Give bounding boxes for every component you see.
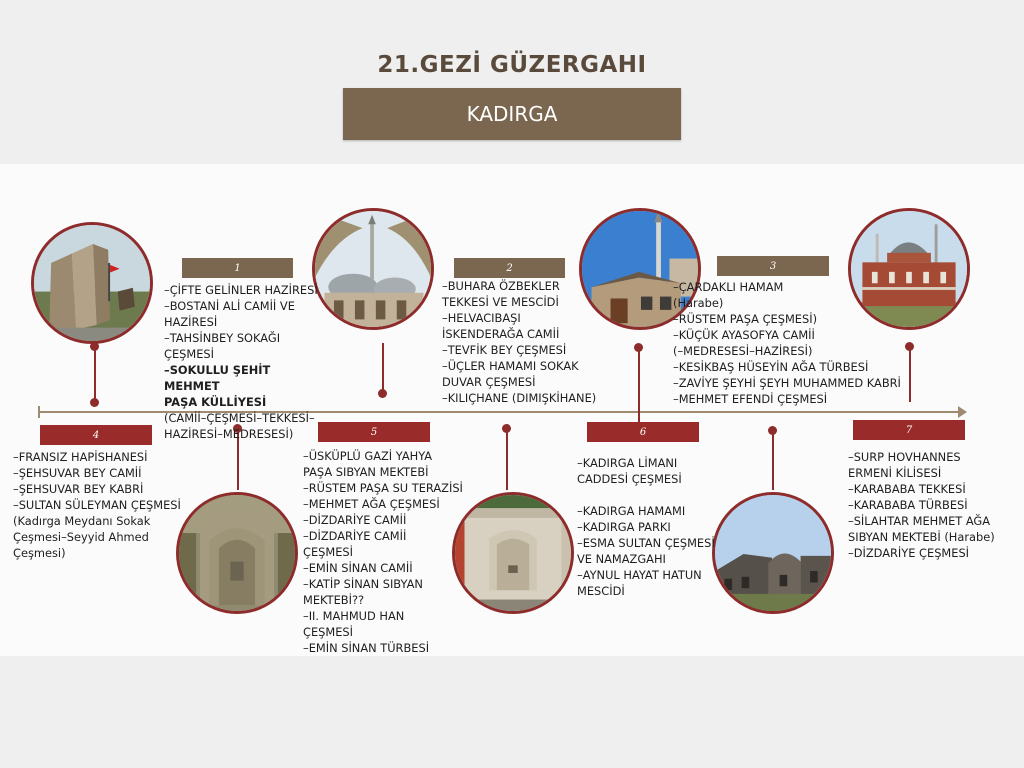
stop-4-places xyxy=(13,449,188,561)
place-item: –MEHMET EFENDİ ÇEŞMESİ xyxy=(673,392,828,406)
page-title: 21.GEZİ GÜZERGAHI xyxy=(377,52,647,78)
place-item: İSKENDERAĞA CAMİİ xyxy=(442,327,560,341)
timeline-arrow-icon xyxy=(958,406,967,418)
place-item: DUVAR ÇEŞMESİ xyxy=(442,375,536,389)
place-item: –AYNUL HAYAT HATUN xyxy=(577,568,702,582)
place-item: –KARABABA TEKKESİ xyxy=(848,482,966,496)
place-item: –KADIRGA PARKI xyxy=(577,520,671,534)
place-item: –DİZDARİYE ÇEŞMESİ xyxy=(848,546,970,560)
fountain-niche-photo-icon xyxy=(176,492,298,614)
place-item: –TAHSİNBEY SOKAĞI ÇEŞMESİ xyxy=(164,331,281,361)
stop-connector xyxy=(382,343,384,394)
stop-5-places xyxy=(303,448,463,656)
place-item: –KESİKBAŞ HÜSEYİN AĞA TÜRBESİ xyxy=(673,360,869,374)
stop-2-places xyxy=(442,278,604,406)
city-wall-photo-icon xyxy=(31,222,153,344)
place-item: –DİZDARİYE CAMİİ xyxy=(303,529,407,543)
stop-marker xyxy=(90,398,99,407)
stop-marker xyxy=(378,389,387,398)
place-item: –ÇİFTE GELİNLER HAZİRESİ xyxy=(164,283,318,297)
stop-marker xyxy=(634,343,643,352)
place-item: SIBYAN MEKTEBİ (Harabe) xyxy=(848,530,995,544)
stop-number: 1 xyxy=(234,262,241,274)
place-item: –ÇARDAKLI HAMAM xyxy=(673,280,784,294)
stop-3-places xyxy=(673,279,905,407)
place-item: –KARABABA TÜRBESİ xyxy=(848,498,968,512)
mosque-courtyard-photo-icon xyxy=(312,208,434,330)
place-item: –KÜÇÜK AYASOFYA CAMİİ xyxy=(673,328,815,342)
place-item: HAZİRESİ–MEDRESESİ) xyxy=(164,427,294,441)
place-item: –KATİP SİNAN SIBYAN xyxy=(303,577,423,591)
stop-number: 6 xyxy=(639,426,647,438)
stop-number: 4 xyxy=(92,429,100,441)
stop-1-places xyxy=(164,282,324,442)
place-item: –SİLAHTAR MEHMET AĞA xyxy=(848,514,991,528)
place-item: TEKKESİ VE MESCİDİ xyxy=(442,295,559,309)
place-item: –BOSTANİ ALİ CAMİİ VE xyxy=(164,299,295,313)
stop-connector xyxy=(638,345,640,427)
place-item: ÇEŞMESİ xyxy=(303,625,353,639)
place-item: –HELVACIBAŞI xyxy=(442,311,521,325)
district-banner xyxy=(343,88,681,140)
stop-marker xyxy=(768,426,777,435)
place-item: (Kadırga Meydanı Sokak xyxy=(13,514,151,528)
place-item: (–MEDRESESİ–HAZİRESİ) xyxy=(673,344,813,358)
stop-marker xyxy=(502,424,511,433)
stop-connector xyxy=(909,346,911,402)
place-item: –EMİN SİNAN TÜRBESİ xyxy=(303,641,430,655)
stop-badge-1 xyxy=(182,258,293,278)
stop-marker xyxy=(90,342,99,351)
stop-connector xyxy=(506,428,508,490)
place-item: –II. MAHMUD HAN xyxy=(303,609,405,623)
place-item: CADDESİ ÇEŞMESİ xyxy=(577,472,682,486)
place-item: –ZAVİYE ŞEYHİ ŞEYH MUHAMMED KABRİ xyxy=(673,376,901,390)
place-item: MEKTEBİ?? xyxy=(303,593,365,607)
stop-badge-3 xyxy=(717,256,829,276)
place-item: –SULTAN SÜLEYMAN ÇEŞMESİ xyxy=(13,498,181,512)
place-item: VE NAMAZGAHI xyxy=(577,552,666,566)
place-item: –ESMA SULTAN ÇEŞMESİ xyxy=(577,536,715,550)
stop-badge-4 xyxy=(40,425,152,445)
place-item: –SOKULLU ŞEHİT MEHMET xyxy=(164,363,271,393)
place-item: –ŞEHSUVAR BEY CAMİİ xyxy=(13,466,142,480)
place-item: MESCİDİ xyxy=(577,584,625,598)
stop-7-places xyxy=(848,449,1000,561)
ruined-building-photo-icon xyxy=(712,492,834,614)
district-name: KADIRGA xyxy=(466,102,558,126)
stop-badge-7 xyxy=(853,420,965,440)
stop-6-places xyxy=(577,455,719,599)
stop-connector xyxy=(772,430,774,490)
stop-number: 2 xyxy=(506,262,513,274)
stop-marker xyxy=(905,342,914,351)
place-item: (Harabe) xyxy=(673,296,724,310)
place-item: –BUHARA ÖZBEKLER xyxy=(442,279,560,293)
place-item: –ŞEHSUVAR BEY KABRİ xyxy=(13,482,144,496)
place-item: –MEHMET AĞA ÇEŞMESİ xyxy=(303,497,440,511)
stop-badge-6 xyxy=(587,422,699,442)
marble-fountain-photo-icon xyxy=(452,492,574,614)
place-item: –KADIRGA HAMAMI xyxy=(577,504,686,518)
stop-badge-5 xyxy=(318,422,430,442)
place-item: –TEVFİK BEY ÇEŞMESİ xyxy=(442,343,567,357)
place-item: –KILIÇHANE (DIMIŞKİHANE) xyxy=(442,391,597,405)
place-item: –FRANSIZ HAPİSHANESİ xyxy=(13,450,148,464)
place-item: –ÜSKÜPLÜ GAZİ YAHYA xyxy=(303,449,433,463)
place-item: PAŞA SIBYAN MEKTEBİ xyxy=(303,465,429,479)
place-item: –KADIRGA LİMANI xyxy=(577,456,678,470)
place-item: –EMİN SİNAN CAMİİ xyxy=(303,561,413,575)
place-item: (CAMİİ–ÇEŞMESİ–TEKKESİ– xyxy=(164,411,315,425)
place-item: –DİZDARİYE CAMİİ xyxy=(303,513,407,527)
stop-connector xyxy=(94,345,96,401)
place-item xyxy=(577,487,719,503)
place-item: –RÜSTEM PAŞA SU TERAZİSİ xyxy=(303,481,463,495)
place-item: ÇEŞMESİ xyxy=(303,545,353,559)
stop-number: 3 xyxy=(769,260,777,272)
place-item: –ÜÇLER HAMAMI SOKAK xyxy=(442,359,579,373)
place-item: HAZİRESİ xyxy=(164,315,218,329)
place-item: Çeşmesi) xyxy=(13,546,66,560)
place-item: PAŞA KÜLLİYESİ xyxy=(164,395,267,409)
stop-number: 7 xyxy=(905,424,913,436)
place-item: –SURP HOVHANNES xyxy=(848,450,961,464)
stop-badge-2 xyxy=(454,258,565,278)
place-item: ERMENİ KİLİSESİ xyxy=(848,466,942,480)
place-item: –RÜSTEM PAŞA ÇEŞMESİ) xyxy=(673,312,818,326)
place-item: Çeşmesi–Seyyid Ahmed xyxy=(13,530,149,544)
stop-number: 5 xyxy=(370,426,378,438)
